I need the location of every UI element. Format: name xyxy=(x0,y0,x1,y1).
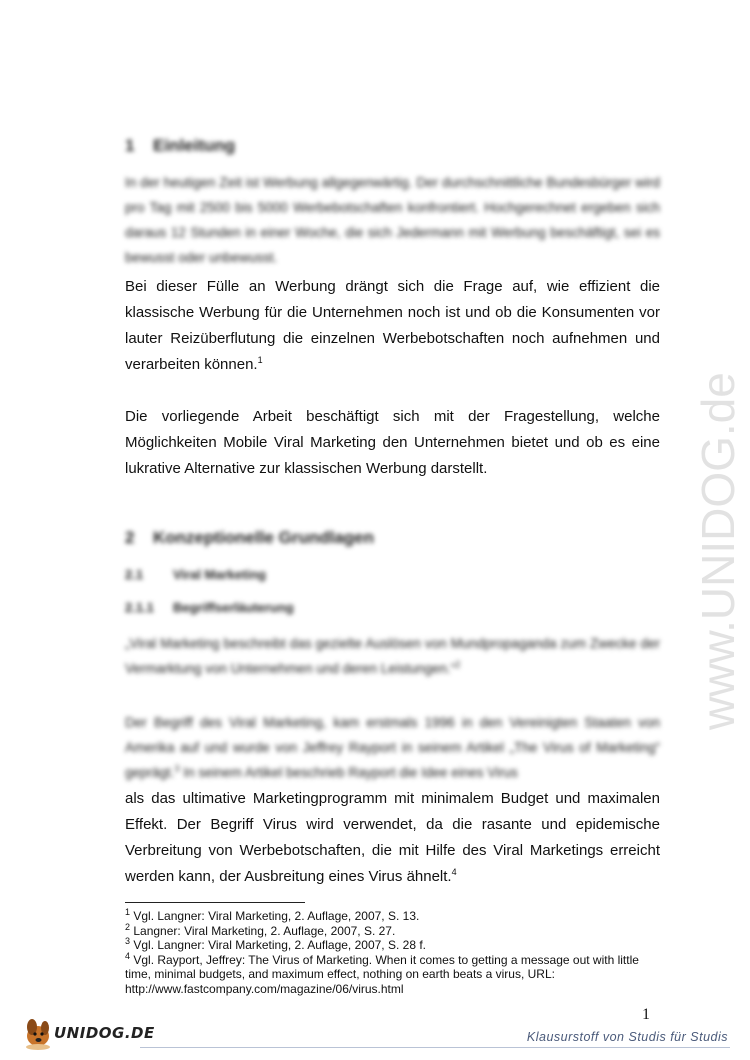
section-title: Einleitung xyxy=(153,136,236,155)
footnote-ref: 2 xyxy=(455,659,461,670)
section-heading-2 xyxy=(125,528,374,548)
watermark xyxy=(690,200,750,740)
blurred-quote xyxy=(125,631,660,681)
blurred-intro-paragraph: In der heutigen Zeit ist Werbung allgegenwärtig. Der durchschnittliche Bundesbürger wird pro Tag mit 2500 bis 5000 Werbebotschaften konfrontiert. Hochgerechnet ergeben sich daraus 12 Stunden in einer Woche, die sich Jedermann mit Werbung beschäftigt, sei es bewusst oder unbewusst. xyxy=(125,175,660,265)
section-number: 1 xyxy=(125,136,135,155)
footnote-text: Vgl. Langner: Viral Marketing, 2. Auflage, 2007, S. 13. xyxy=(133,909,420,923)
paragraph-3-text: als das ultimative Marketingprogramm mit minimalem Budget und maximalen Effekt. Der Begriff Virus wird verwendet, da die rasante und epidemische Verbreitung von Werbebotschaften, die mit Hilfe des Viral Marketings erreicht werden kann, der Ausbreitung eines Virus ähnelt. xyxy=(125,790,660,885)
subsection-heading-2-1-1 xyxy=(125,600,294,615)
footnote-ref: 4 xyxy=(451,867,457,877)
footnote-ref: 3 xyxy=(174,763,180,774)
blurred-paragraph xyxy=(125,710,660,785)
watermark-text: www.UNIDOG.de xyxy=(692,372,744,730)
footnote-3 xyxy=(125,938,665,953)
footnote-number: 1 xyxy=(125,907,131,917)
footnote-4 xyxy=(125,950,665,997)
paragraph-2: Die vorliegende Arbeit beschäftigt sich mit der Fragestellung, welche Möglichkeiten Mobile Viral Marketing den Unternehmen bietet und ob es eine lukrative Alternative zur klassischen Werbung darstellt. xyxy=(125,408,660,477)
footer-tagline: Klausurstoff von Studis für Studis xyxy=(526,1030,728,1044)
footnote-number: 2 xyxy=(125,921,131,932)
blurred-paragraph-text: Der Begriff des Viral Marketing, kam erstmals 1996 in den Vereinigten Staaten von Amerika auf und wurde von Jeffrey Rayport in seinem Artikel „The Virus of Marketing“ geprägt. xyxy=(125,715,660,780)
page-number: 1 xyxy=(642,1006,650,1023)
paragraph-3 xyxy=(125,786,660,890)
section-number: 2 xyxy=(125,528,135,547)
footnote-number: 3 xyxy=(125,936,131,946)
subsection-title: Begriffserläuterung xyxy=(173,600,294,615)
footnote-1 xyxy=(125,909,665,924)
footnote-ref: 1 xyxy=(257,355,263,365)
footnote-text: Langner: Viral Marketing, 2. Auflage, 2007, S. 27. xyxy=(133,923,396,938)
subsection-title: Viral Marketing xyxy=(173,567,266,582)
footer-rule xyxy=(140,1047,730,1048)
subsection-number: 2.1 xyxy=(125,567,144,582)
section-heading-1 xyxy=(125,136,235,156)
paragraph-1 xyxy=(125,274,660,378)
section-title: Konzeptionelle Grundlagen xyxy=(153,528,375,547)
footnote-number: 4 xyxy=(125,950,131,961)
subsection-number: 2.1.1 xyxy=(125,600,154,615)
paragraph-1-text: Bei dieser Fülle an Werbung drängt sich die Frage auf, wie effizient die klassische Werbung für die Unternehmen noch ist und ob die Konsumenten vor lauter Reizüberflutung die einzelnen Werbebotschaften noch aufnehmen und verarbeiten können. xyxy=(125,278,660,373)
footnote-text: Vgl. Rayport, Jeffrey: The Virus of Marketing. When it comes to getting a message out with little time, minimal budgets, and maximum effect, nothing on earth beats a virus, URL: http://www.fastcompany.com/magazine/06/virus.html xyxy=(125,952,639,996)
footnote-divider xyxy=(125,902,305,903)
footnote-text: Vgl. Langner: Viral Marketing, 2. Auflage, 2007, S. 28 f. xyxy=(133,938,426,952)
subsection-heading-2-1 xyxy=(125,567,266,582)
logo-text: UNIDOG.DE xyxy=(54,1024,155,1042)
blurred-quote-text: „Viral Marketing beschreibt das gezielte Auslösen von Mundpropaganda zum Zwecke der Vermarktung von Unternehmen und deren Leistungen.“ xyxy=(125,636,660,676)
blurred-paragraph-text-2: In seinem Artikel beschrieb Rayport die Idee eines Virus xyxy=(183,765,518,780)
footnotes xyxy=(125,909,665,996)
footnote-2 xyxy=(125,921,665,939)
